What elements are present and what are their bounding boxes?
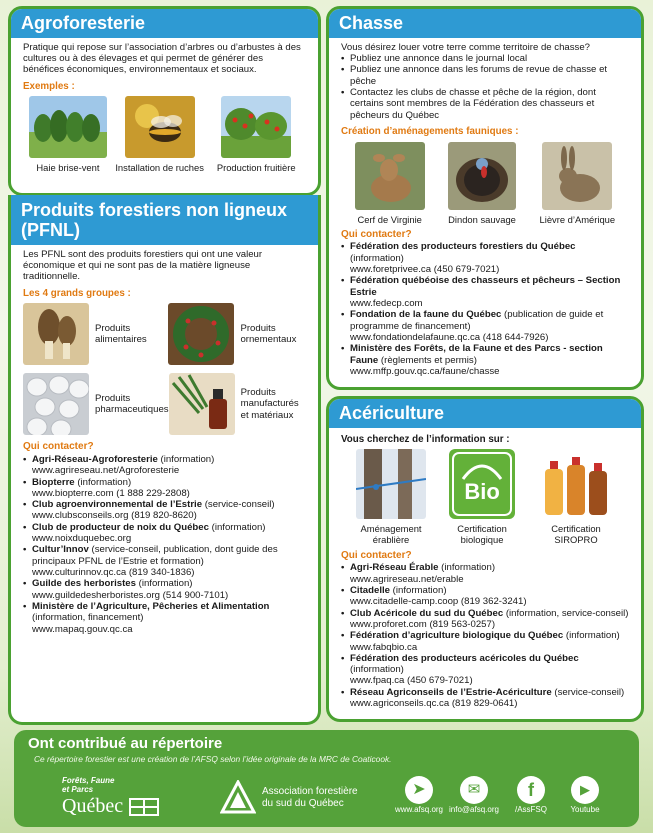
org-name: Guilde des herboristes (32, 578, 136, 590)
essential-oil-image (169, 373, 235, 435)
facebook-icon: f (517, 776, 545, 804)
example-ruches (111, 96, 209, 173)
org-url[interactable]: www.biopterre.com (1 888 229-2808) (32, 487, 190, 499)
pfnl-title-line2: (PFNL) (21, 219, 80, 240)
animal-label: Cerf de Virginie (357, 213, 422, 225)
group-alimentaires (23, 303, 168, 365)
amenagements-label: Création d’aménagements fauniques : (341, 125, 519, 137)
org-note: (information) (208, 521, 266, 533)
org-note: (information) (135, 578, 193, 590)
quebec-logo-line2: et Parcs (62, 785, 94, 794)
link-label: Youtube (570, 805, 600, 814)
org-url[interactable]: www.fabqbio.ca (350, 641, 418, 653)
envelope-icon: ✉ (460, 776, 488, 804)
group-line: Produits (240, 387, 276, 399)
org-note: (service-conseil) (202, 499, 275, 511)
list-item (23, 578, 306, 601)
list-item (341, 653, 629, 687)
list-item (23, 477, 306, 500)
link-label: www.afsq.org (394, 805, 444, 814)
org-name: Club Acéricole du sud du Québec (350, 607, 504, 619)
list-item (341, 585, 629, 608)
link-facebook[interactable] (506, 776, 556, 814)
list-item (341, 608, 629, 631)
afsq-name-line2: du sud du Québec (262, 798, 344, 809)
item-amenagement (347, 449, 435, 545)
group-ornementaux (168, 303, 306, 365)
list-item (341, 241, 629, 275)
chasse-title: Chasse (329, 9, 641, 38)
org-note: (information) (438, 562, 496, 574)
maple-tap-image (356, 449, 426, 519)
chasse-panel (326, 6, 644, 390)
animal-lievre (530, 142, 625, 225)
chasse-contact-list (341, 241, 629, 377)
org-url[interactable]: www.agrireseau.net/Agroforesterie (32, 465, 180, 477)
org-name: Fédération des producteurs forestiers du Québec (350, 241, 576, 253)
footer-note: Ce répertoire forestier est une création de l’AFSQ selon l’idée originale de la MRC de Coaticook. (34, 754, 392, 764)
org-url[interactable]: www.agrireseau.net/erable (350, 573, 464, 585)
bio-logo (449, 449, 515, 519)
org-note: (règlements et permis) (378, 354, 477, 366)
org-url[interactable]: www.noixduquebec.org (32, 533, 132, 545)
cursor-icon: ➤ (405, 776, 433, 804)
afsq-logo[interactable] (220, 778, 390, 818)
org-url[interactable]: www.fpaq.ca (450 679-7021) (350, 675, 473, 687)
footer-title: Ont contribué au répertoire (28, 735, 223, 752)
org-url[interactable]: www.mffp.gouv.qc.ca/faune/chasse (350, 365, 500, 377)
org-name: Fédération québéoise des chasseurs et pêcheurs – Section Estrie (350, 275, 621, 298)
pfnl-title-line1: Produits forestiers non ligneux (21, 200, 288, 220)
org-note: (information) (350, 252, 404, 264)
list-item (341, 562, 629, 585)
pills-image (23, 373, 89, 435)
quebec-wordmark: Québec (62, 795, 124, 817)
org-name: Cultur’Innov (32, 544, 89, 556)
pfnl-contact-title: Qui contacter? (23, 441, 94, 453)
pfnl-title (11, 195, 318, 245)
example-label: Installation de ruches (115, 162, 204, 174)
list-item: • Contactez les clubs de chasse et pêche de la région, dont certains sont membres de la Fédération des chasseurs et pêcheurs du Québec (341, 87, 629, 121)
list-item (23, 601, 306, 635)
link-label: info@afsq.org (449, 805, 499, 814)
org-url[interactable]: www.proforet.com (819 563-0257) (350, 618, 496, 630)
chasse-intro: Vous désirez louer votre terre comme territoire de chasse? (341, 41, 591, 53)
animal-label: Lièvre d’Amérique (539, 213, 616, 225)
org-name: Fondation de la faune du Québec (350, 309, 502, 321)
turkey-image (448, 142, 516, 210)
org-url[interactable]: www.clubsconseils.org (819 820-8620) (32, 510, 197, 522)
link-email[interactable] (446, 776, 502, 814)
list-item (341, 343, 629, 377)
org-note: (information) (350, 664, 404, 676)
item-line: biologique (460, 534, 504, 546)
pfnl-panel (8, 195, 321, 725)
org-url[interactable]: www.agriconseils.qc.ca (819 829-0641) (350, 698, 518, 710)
org-name: Agri-Réseau-Agroforesterie (32, 453, 158, 465)
list-item: • Publiez une annonce dans les forums de revue de chasse et pêche (341, 64, 629, 87)
group-line: Produits (95, 392, 131, 404)
bio-text: Bio (464, 479, 500, 505)
examples-label: Exemples : (23, 80, 75, 92)
org-url[interactable]: www.fedecp.com (350, 297, 423, 309)
acericulture-title: Acériculture (329, 399, 641, 428)
footer (14, 730, 639, 827)
org-name: Réseau Agriconseils de l’Estrie-Acériculture (350, 686, 552, 698)
animal-dindon (434, 142, 529, 225)
org-name: Fédération d’agriculture biologique du Québec (350, 630, 564, 642)
org-note: (information) (563, 630, 620, 642)
org-name: Ministère des Forêts, de la Faune et des Parcs - section Faune (350, 343, 603, 366)
org-url[interactable]: www.mapaq.gouv.qc.ca (32, 623, 133, 635)
group-line: Produits (95, 322, 131, 334)
group-line: et matériaux (240, 409, 294, 421)
list-item (341, 309, 629, 343)
list-item (341, 630, 629, 653)
group-line: Produits (240, 322, 276, 334)
org-url[interactable]: www.guildedesherboristes.org (514 900-7101) (32, 589, 229, 601)
fleur-de-lys-flag-icon (129, 798, 159, 816)
org-note: (information) (157, 453, 215, 465)
animal-cerf (345, 142, 434, 225)
animal-label: Dindon sauvage (448, 213, 516, 225)
bee-image (125, 96, 195, 158)
acer-contact-title: Qui contacter? (341, 549, 412, 561)
org-name: Club agroenvironnemental de l’Estrie (32, 499, 203, 511)
link-website[interactable] (394, 776, 444, 814)
org-note: (information) (390, 584, 447, 596)
group-pharmaceutiques (23, 373, 169, 435)
info-label: Vous cherchez de l’information sur : (341, 433, 510, 445)
org-note: (information, financement) (32, 612, 144, 624)
group-manufactures (169, 373, 306, 435)
group-line: alimentaires (95, 334, 147, 346)
acericulture-panel (326, 396, 644, 722)
example-haie (25, 96, 111, 173)
list-item (23, 454, 306, 477)
afsq-name-line1: Association forestière (262, 786, 358, 797)
list-item (23, 522, 306, 545)
org-name: Citadelle (350, 584, 390, 596)
quebec-logo[interactable] (62, 776, 192, 820)
item-line: érablière (372, 534, 410, 546)
link-youtube[interactable] (560, 776, 610, 814)
example-fruitiere (208, 96, 304, 173)
example-label: Haie brise-vent (36, 162, 100, 174)
agroforesterie-title: Agroforesterie (11, 9, 318, 38)
footer-logos (14, 774, 639, 824)
agroforesterie-panel (8, 6, 321, 196)
wreath-image (168, 303, 234, 365)
list-item (23, 499, 306, 522)
groups-label: Les 4 grands groupes : (23, 287, 131, 299)
list-item (23, 544, 306, 578)
item-bio (435, 449, 529, 545)
org-name: Biopterre (32, 476, 75, 488)
acer-contact-list (341, 562, 629, 709)
pfnl-intro: Les PFNL sont des produits forestiers qui ont une valeur économique et qui ne sont pas de la matière ligneuse traditionnelle. (23, 248, 263, 283)
windbreak-image (29, 96, 107, 158)
org-name: Fédération des producteurs acéricoles du Québec (350, 652, 579, 664)
org-note: (information) (74, 476, 132, 488)
item-line: SIROPRO (554, 534, 598, 546)
org-note: (service-conseil) (551, 686, 625, 698)
org-url[interactable]: www.citadelle-camp.coop (819 362-3241) (350, 596, 527, 608)
list-item (341, 275, 629, 309)
org-url[interactable]: www.foretprivee.ca (450 679-7021) (350, 264, 500, 276)
item-line: Aménagement (360, 523, 422, 535)
item-siropro (529, 449, 623, 545)
list-item: • Publiez une annonce dans le journal local (341, 53, 629, 64)
hare-image (542, 142, 612, 210)
org-note: (information, service-conseil) (503, 607, 629, 619)
chasse-bullets (341, 53, 629, 121)
youtube-icon: ▶ (571, 776, 599, 804)
org-name: Agri-Réseau Érable (350, 562, 439, 574)
chasse-contact-title: Qui contacter? (341, 228, 412, 240)
orchard-image (221, 96, 291, 158)
link-label: /AssFSQ (514, 805, 547, 814)
afsq-tree-icon (220, 780, 256, 816)
agroforesterie-intro: Pratique qui repose sur l’association d’arbres ou d’arbustes à des cultures ou à des élevages et qui permet de générer des bénéfices économiques, environnementaux et sociaux. (23, 41, 301, 76)
morel-image (23, 303, 89, 365)
group-line: manufacturés (240, 398, 299, 410)
list-item (341, 687, 629, 710)
syrup-bottles-image (541, 449, 611, 519)
group-line: ornementaux (240, 334, 297, 346)
pfnl-contact-list (23, 454, 306, 635)
item-line: Certification (457, 523, 507, 535)
org-note: (publication de guide et programme de financement) (350, 309, 604, 332)
group-line: pharmaceutiques (95, 404, 169, 416)
item-line: Certification (551, 523, 601, 535)
org-note: (service-conseil, publication, dont guide des principaux PFNL de l’Estrie et formation) (32, 544, 278, 567)
org-name: Ministère de l’Agriculture, Pêcheries et Alimentation (32, 600, 270, 612)
org-url[interactable]: www.culturinnov.qc.ca (819 340-1836) (32, 567, 195, 578)
quebec-logo-line1: Forêts, Faune (62, 776, 115, 785)
example-label: Production fruitière (216, 162, 296, 174)
deer-image (355, 142, 425, 210)
org-name: Club de producteur de noix du Québec (32, 521, 209, 533)
org-url[interactable]: www.fondationdelafaune.qc.ca (418 644-7926) (350, 331, 549, 343)
